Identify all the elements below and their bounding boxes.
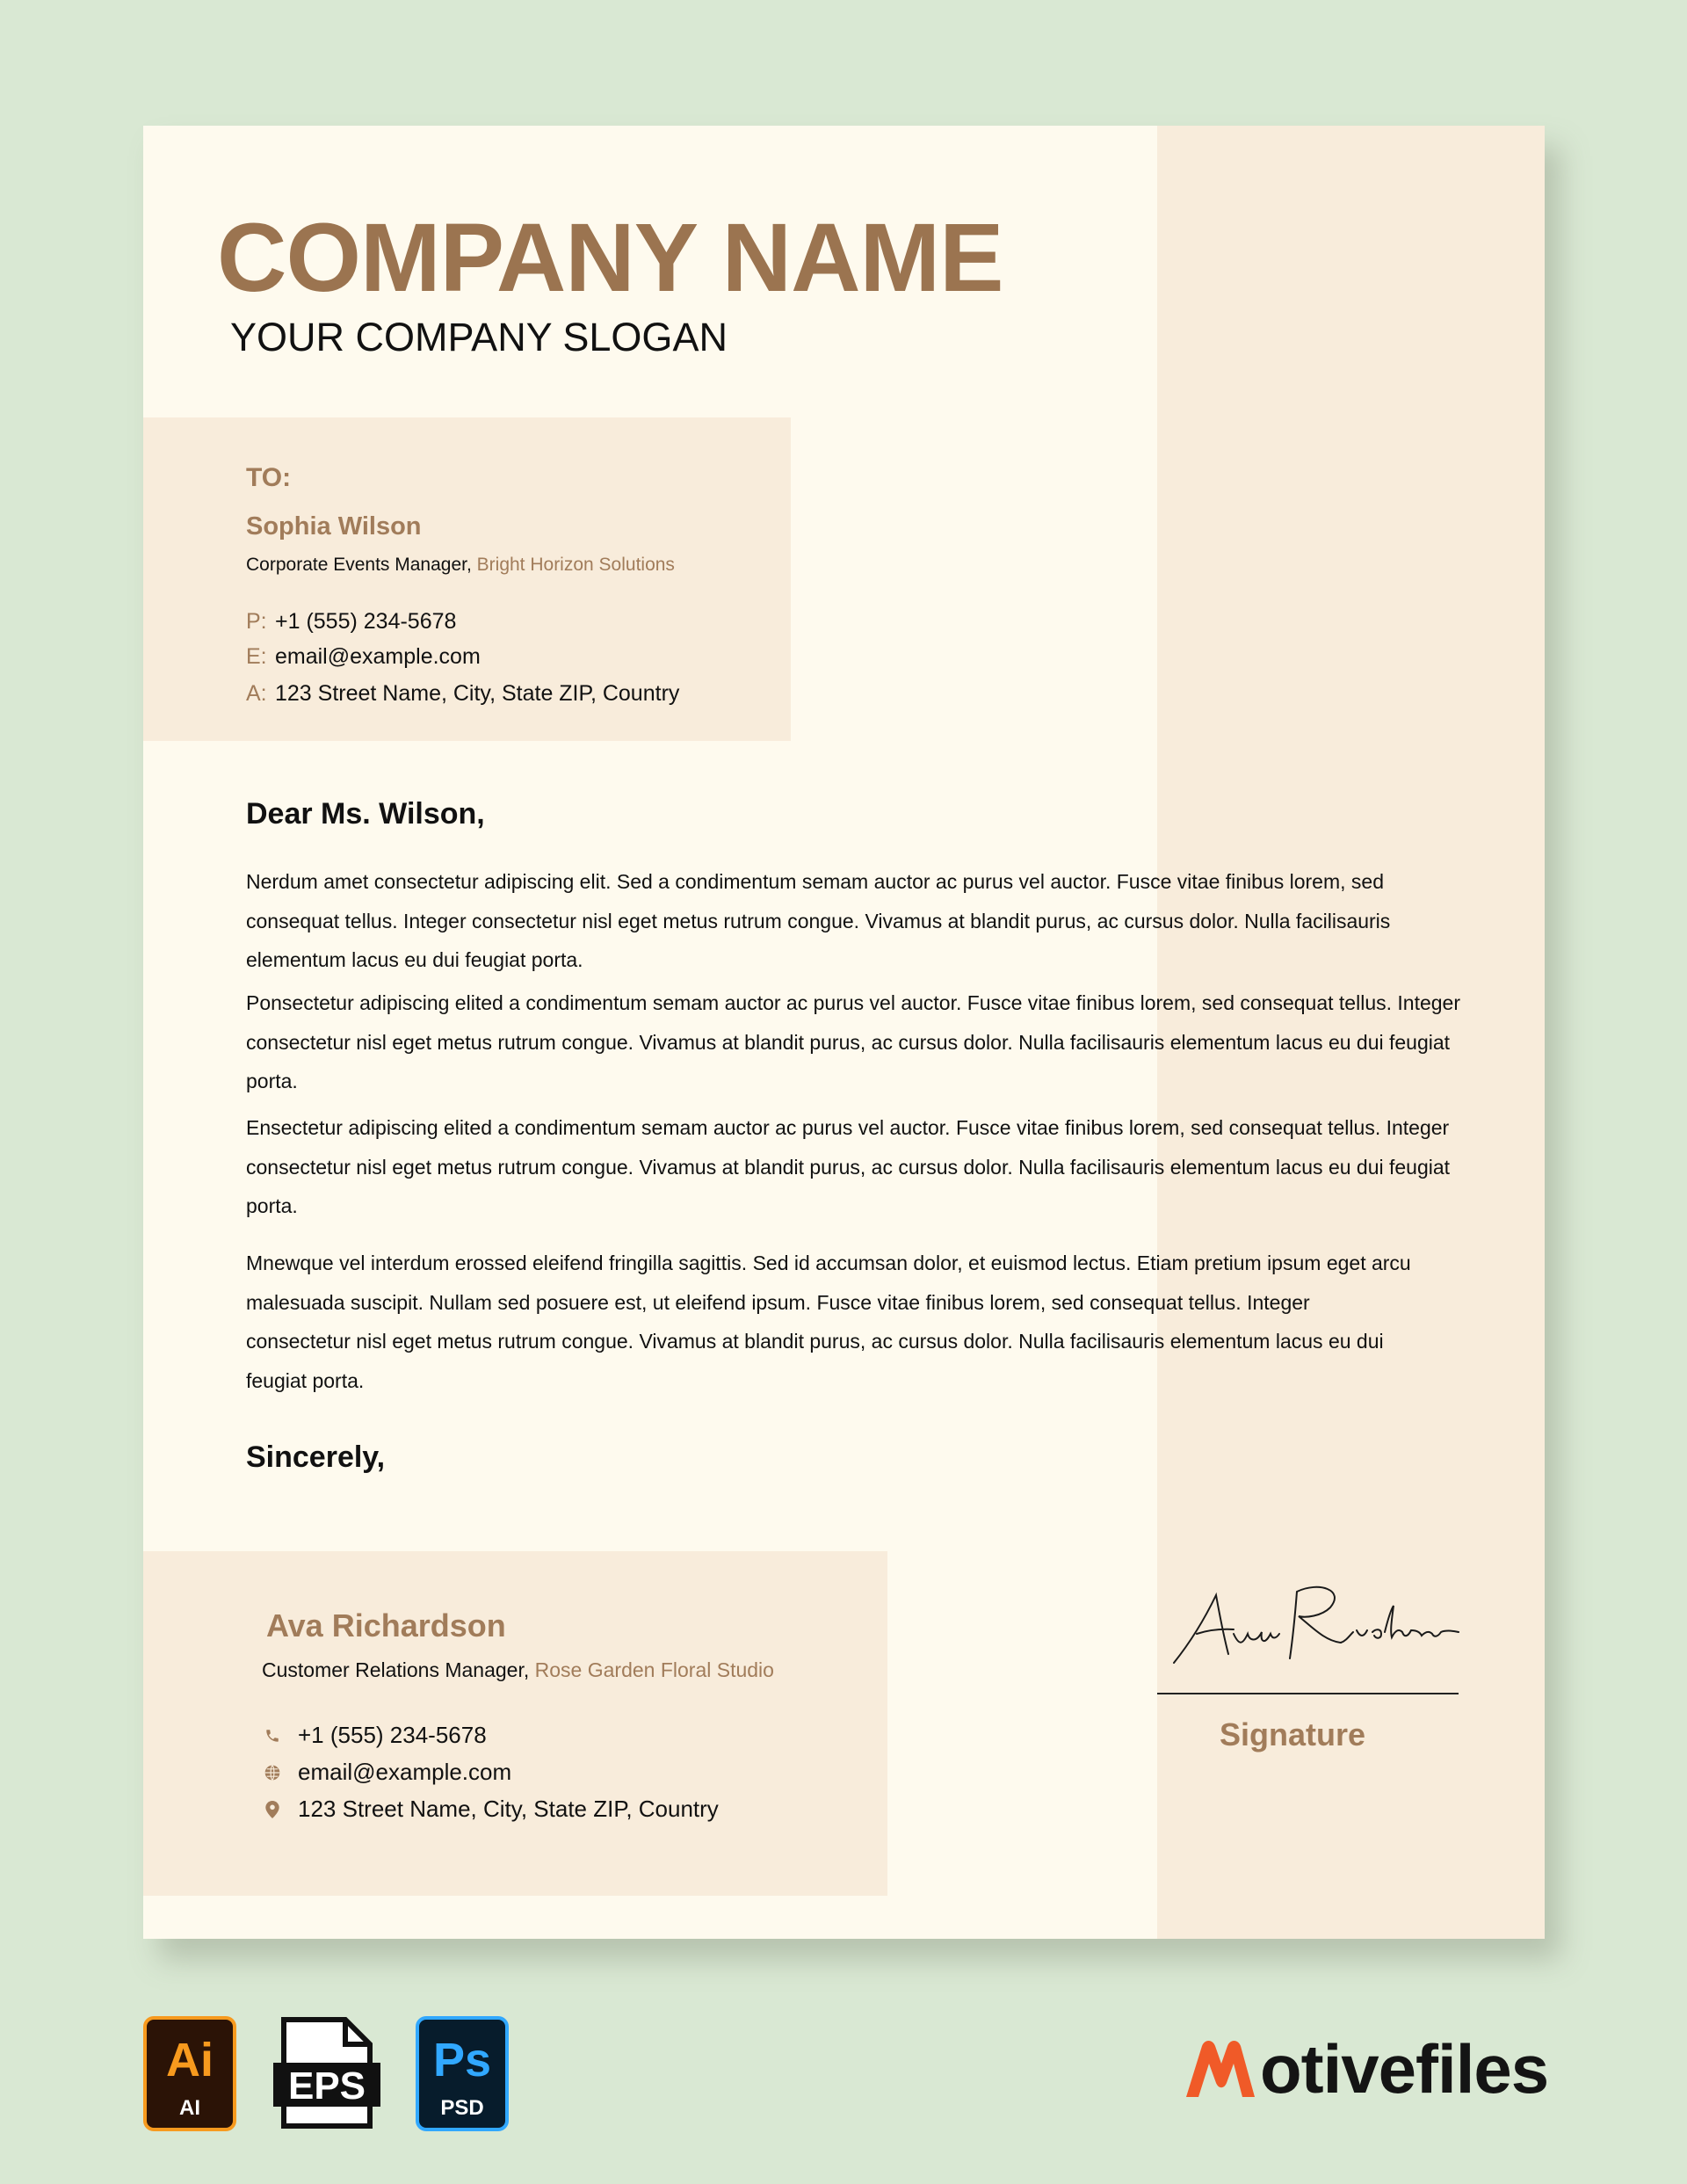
- recipient-name: Sophia Wilson: [246, 512, 422, 541]
- eps-format-icon: [273, 2020, 380, 2126]
- company-name: COMPANY NAME: [217, 204, 1003, 312]
- salutation: Dear Ms. Wilson,: [246, 797, 485, 831]
- sender-address-line: [262, 1796, 719, 1823]
- location-pin-icon: [262, 1799, 283, 1820]
- paragraph-2: [246, 983, 1476, 1101]
- ai-format-icon: [145, 2018, 235, 2130]
- brand-text: otivefiles: [1260, 2029, 1549, 2108]
- paragraph-1-text: Nerdum amet consectetur adipiscing elit. Sed a condimentum semam auctor ac purus vel auctor. Fusce vitae finibus lorem, sed consequat tellus. Integer consectetur nisl eget metus rutrum congue. Vivamus at blandit purus, ac cursus dolor. Nulla facilisauris elementum lacus eu dui feugiat porta.: [246, 870, 1391, 971]
- recipient-block: [143, 417, 791, 741]
- globe-icon: [262, 1762, 283, 1783]
- paragraph-3-text: Ensectetur adipiscing elited a condimentum semam auctor ac purus vel auctor. Fusce vitae finibus lorem, sed consequat tellus. Integer consectetur nisl eget metus rutrum congue. Vivamus at blandit purus, ac cursus dolor. Nulla facilisauris elementum lacus eu dui feugiat porta.: [246, 1116, 1451, 1217]
- eps-badge: EPS: [287, 2064, 366, 2108]
- recipient-email: email@example.com: [275, 644, 481, 669]
- paragraph-4-text: Mnewque vel interdum erossed eleifend fringilla sagittis. Sed id accumsan dolor, et euismod lectus. Etiam pretium ipsum eget arcu malesuada suscipit. Nullam sed posuere est, ut eleifend ipsum. Fusce vitae finibus lorem, sed consequat tellus. Integer consectetur nisl eget metus rutrum congue. Vivamus at blandit purus, ac cursus dolor. Nulla facilisauris elementum lacus eu dui feugiat porta.: [246, 1252, 1411, 1392]
- email-key: E:: [246, 644, 267, 669]
- motivefiles-m-icon: [1181, 2034, 1260, 2104]
- sender-email: email@example.com: [298, 1759, 512, 1785]
- recipient-phone: +1 (555) 234-5678: [275, 609, 457, 634]
- signature-line: [1157, 1693, 1459, 1694]
- sender-email-line: [262, 1759, 511, 1786]
- recipient-email-line: [246, 644, 481, 670]
- signature-label: Signature: [1220, 1716, 1366, 1752]
- ai-badge: Ai: [166, 2034, 214, 2086]
- recipient-address: 123 Street Name, City, State ZIP, Country: [275, 681, 680, 706]
- sender-role: [262, 1658, 774, 1682]
- company-slogan: YOUR COMPANY SLOGAN: [230, 315, 728, 359]
- to-label: TO:: [246, 463, 292, 492]
- paragraph-1: [246, 862, 1423, 980]
- sender-name: Ava Richardson: [266, 1607, 506, 1643]
- recipient-role: [246, 555, 675, 576]
- paragraph-4: [246, 1244, 1415, 1400]
- sender-phone: +1 (555) 234-5678: [298, 1722, 487, 1748]
- address-key: A:: [246, 681, 267, 706]
- brand-logo: [1181, 2025, 1548, 2113]
- paragraph-3: [246, 1108, 1476, 1226]
- phone-icon: [262, 1725, 283, 1746]
- sender-address: 123 Street Name, City, State ZIP, Country: [298, 1796, 719, 1822]
- recipient-company: Bright Horizon Solutions: [476, 555, 675, 575]
- sender-company: Rose Garden Floral Studio: [534, 1658, 774, 1681]
- ai-caption: AI: [179, 2096, 200, 2120]
- psd-caption: PSD: [440, 2096, 484, 2120]
- phone-key: P:: [246, 609, 267, 634]
- sender-phone-line: [262, 1722, 487, 1749]
- psd-format-icon: [417, 2018, 507, 2130]
- sender-title: Customer Relations Manager,: [262, 1658, 530, 1681]
- recipient-title: Corporate Events Manager,: [246, 555, 472, 575]
- format-icons: [143, 2014, 530, 2133]
- paragraph-2-text: Ponsectetur adipiscing elited a condimentum semam auctor ac purus vel auctor. Fusce vitae finibus lorem, sed consequat tellus. Integer consectetur nisl eget metus rutrum congue. Vivamus at blandit purus, ac cursus dolor. Nulla facilisauris elementum lacus eu dui feugiat porta.: [246, 991, 1460, 1092]
- sender-block: [143, 1551, 887, 1896]
- closing: Sincerely,: [246, 1440, 386, 1474]
- recipient-address-line: [246, 681, 679, 707]
- recipient-phone-line: [246, 609, 456, 635]
- ps-badge: Ps: [432, 2034, 492, 2086]
- handwritten-signature: [1165, 1579, 1464, 1676]
- letterhead-page: [143, 126, 1545, 1939]
